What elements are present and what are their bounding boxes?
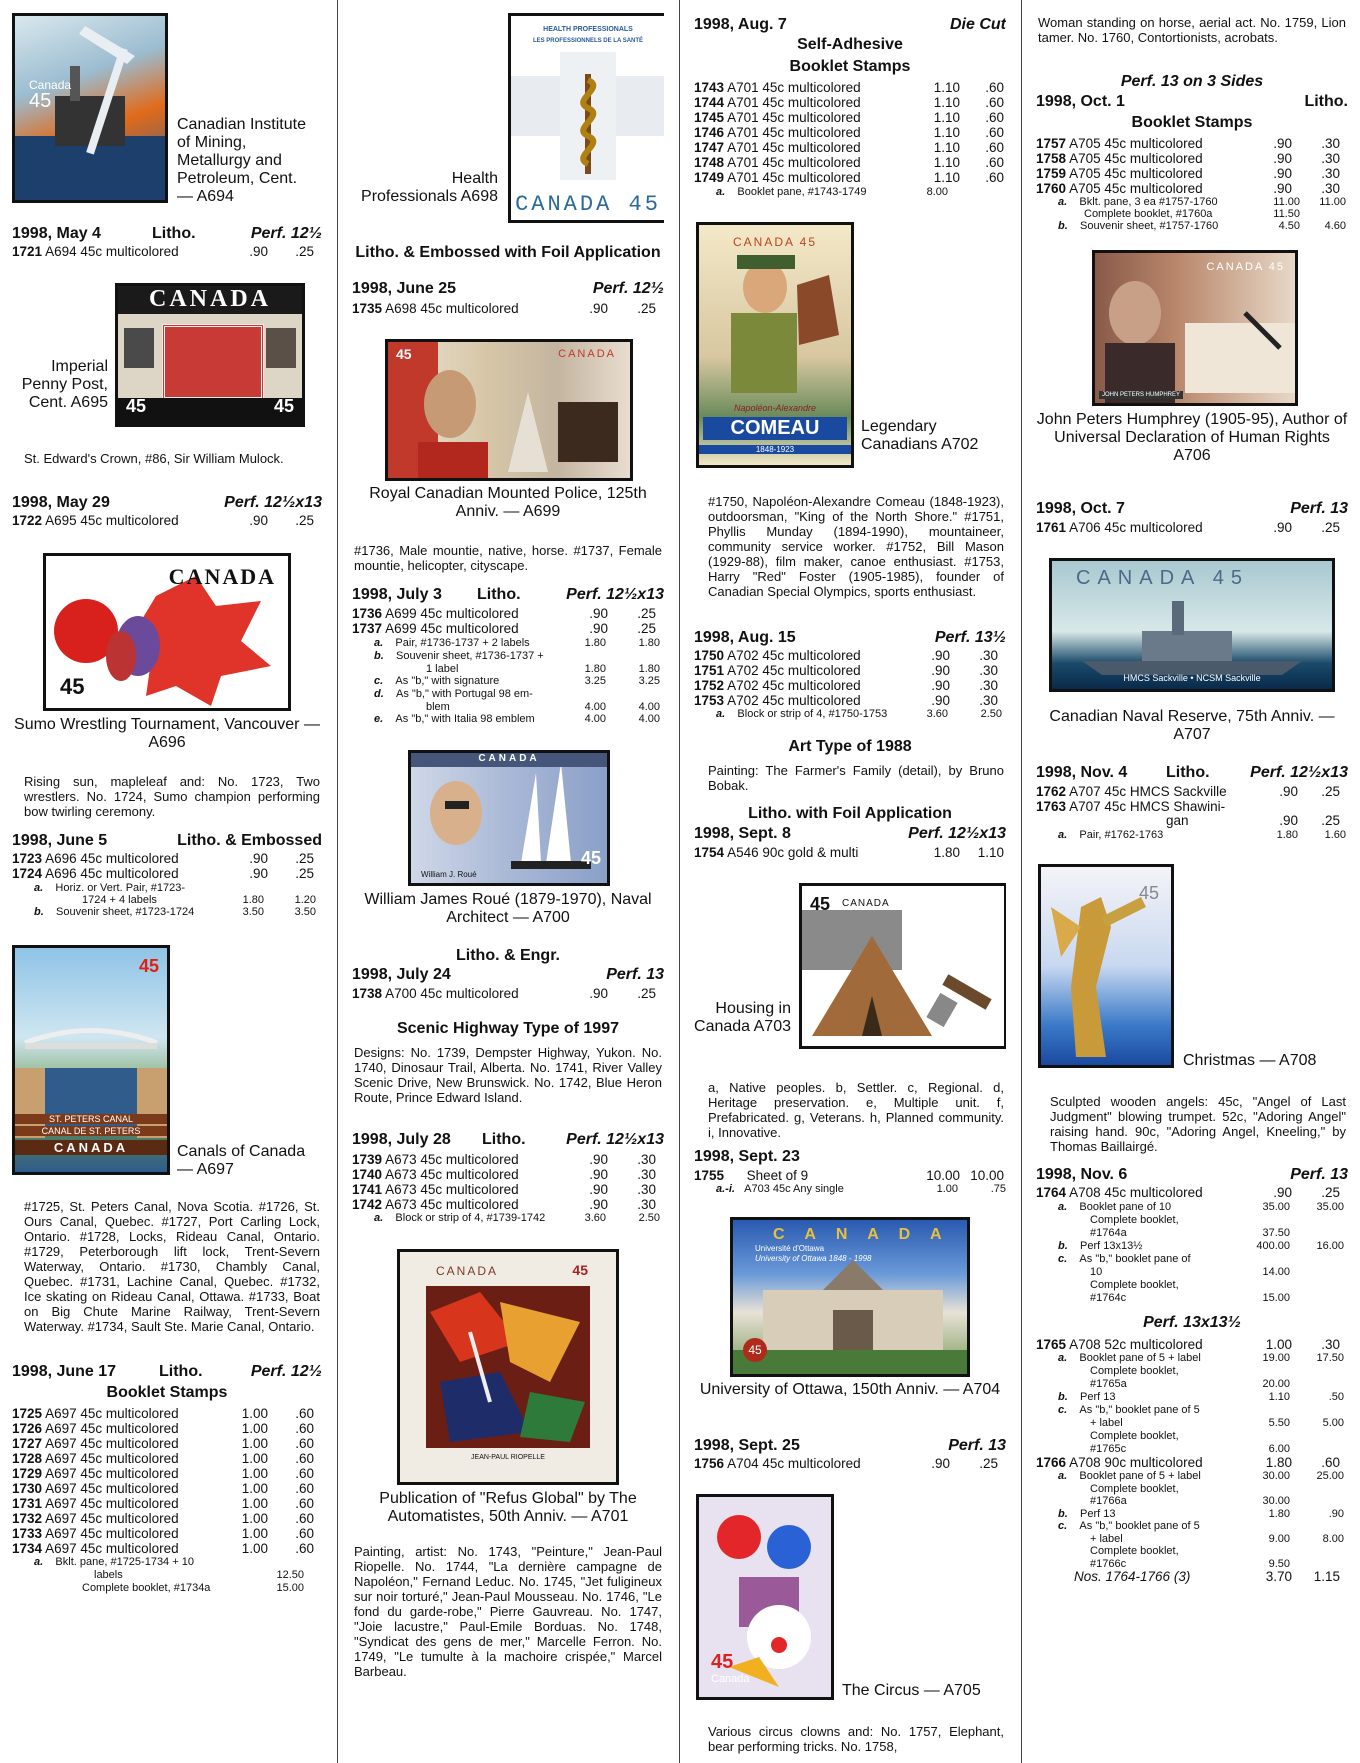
- stamp-image-a700: [408, 750, 610, 886]
- issue-header: [12, 1363, 322, 1381]
- stamp-image-a703: [799, 883, 1006, 1049]
- sub-row: b. Perf 13x13½ 400.00 16.00: [1058, 1240, 1344, 1252]
- issue-date: 1998, July 24: [352, 966, 451, 983]
- stamp-value: 45: [810, 894, 831, 914]
- issue-method: Litho. & Embossed: [177, 832, 322, 849]
- catalog-row: 1754 A546 90c gold & multi 1.80 1.10: [694, 845, 1004, 860]
- issue-perf: Perf. 12½x13: [908, 825, 1006, 842]
- issue-header: [12, 832, 322, 850]
- issue-method: Litho.: [1304, 93, 1348, 110]
- design-note: Woman standing on horse, aerial act. No. 1759, Lion tamer. No. 1760, Contortionists, acrobats.: [1038, 15, 1346, 45]
- caption-a698: Health Professionals A698: [361, 170, 498, 205]
- column-2: [352, 0, 664, 1763]
- issue-date: 1998, Sept. 23: [694, 1148, 800, 1165]
- catalog-row: 1748 A701 45c multicolored 1.10 .60: [694, 155, 1004, 170]
- issue-date: 1998, June 5: [12, 832, 108, 849]
- catalog-row: 1753 A702 45c multicolored .90 .30: [694, 693, 998, 708]
- sub-row: Complete booklet,: [1090, 1545, 1179, 1557]
- column-1: [12, 0, 322, 1763]
- issue-method: Litho.: [159, 1363, 203, 1380]
- sub-row: #1766c 9.50: [1090, 1557, 1290, 1570]
- sub-row: #1764a 37.50: [1090, 1227, 1290, 1239]
- caption-a702: Legendary Canadians A702: [861, 418, 979, 453]
- caption-a703: Housing in Canada A703: [694, 1000, 791, 1035]
- issue-perf: Perf. 12½: [250, 225, 322, 242]
- sub-row: a. Pair, #1736-1737 + 2 labels 1.80 1.80: [374, 637, 660, 649]
- issue-header: [1036, 93, 1348, 111]
- issue-date: 1998, June 17: [12, 1363, 117, 1380]
- issue-perf: Perf. 12½: [592, 280, 664, 297]
- canal-picture: [15, 948, 167, 1172]
- stamp-country: CANADA: [558, 348, 616, 360]
- catalog-row: 1755 Sheet of 9 10.00 10.00: [694, 1168, 1004, 1183]
- column-divider: [679, 0, 680, 1763]
- issue-header: [694, 1437, 1006, 1455]
- issue-perf: Perf. 12½x13: [566, 1131, 664, 1148]
- design-note: St. Edward's Crown, #86, Sir William Mulock.: [24, 451, 284, 466]
- design-note: #1736, Male mountie, native, horse. #1737, Female mountie, helicopter, cityscape.: [354, 543, 662, 573]
- design-note: Sculpted wooden angels: 45c, "Angel of Last Judgment" blowing trumpet. 52c, "Adoring Angel" raising hand. 90c, "Adoring Angel, Kneeling," by Thomas Baillairgé.: [1050, 1094, 1346, 1154]
- sub-row: b. Souvenir sheet, #1723-1724 3.50 3.50: [34, 906, 316, 918]
- design-note: Painting: The Farmer's Family (detail), by Bruno Bobak.: [708, 763, 1004, 793]
- caption-a705: The Circus — A705: [842, 1682, 981, 1699]
- issue-header: [352, 966, 664, 984]
- stamp-caption: University of Ottawa 1848 - 1998: [755, 1254, 872, 1263]
- sub-row: b. Perf 13 1.80 .90: [1058, 1507, 1344, 1520]
- sub-row: a. Booklet pane of 5 + label 19.00 17.50: [1058, 1352, 1344, 1364]
- section-title: Art Type of 1988: [788, 738, 912, 755]
- section-title: Booklet Stamps: [106, 1384, 228, 1401]
- catalog-row: 1744 A701 45c multicolored 1.10 .60: [694, 95, 1004, 110]
- catalog-row: 1739 A673 45c multicolored .90 .30: [352, 1152, 656, 1167]
- catalog-row: 1735 A698 45c multicolored .90 .25: [352, 301, 656, 316]
- catalog-row: 1756 A704 45c multicolored .90 .25: [694, 1456, 998, 1471]
- staff-of-asclepius-picture: [511, 16, 664, 220]
- stamp-country: CANADA 45: [732, 235, 818, 249]
- catalog-row: 1732 A697 45c multicolored 1.00 .60: [12, 1511, 314, 1526]
- design-note: Designs: No. 1739, Dempster Highway, Yukon. No. 1740, Dinosaur Trail, Alberta. No. 1741, River Valley Scenic Drive, New Brunswick. No. 1742, Blue Heron Route, Prince Edward Island.: [354, 1045, 662, 1105]
- issue-header: [352, 280, 664, 298]
- stamp-caption: JOHN PETERS HUMPHREY: [1099, 391, 1183, 399]
- catalog-row: 1742 A673 45c multicolored .90 .30: [352, 1197, 656, 1212]
- section-title: Perf. 13 on 3 Sides: [1120, 73, 1264, 90]
- catalog-row: 1725 A697 45c multicolored 1.00 .60: [12, 1406, 314, 1421]
- sub-row: c. As "b," with signature 3.25 3.25: [374, 675, 660, 687]
- mountie-picture: [388, 342, 630, 478]
- catalog-row: 1726 A697 45c multicolored 1.00 .60: [12, 1421, 314, 1436]
- sub-row: #1764c 15.00: [1090, 1292, 1290, 1304]
- section-title: Scenic Highway Type of 1997: [396, 1020, 619, 1037]
- sub-row: c. As "b," booklet pane of: [1058, 1253, 1191, 1265]
- caption-a699: Royal Canadian Mounted Police, 125th Anniv. — A699: [369, 485, 647, 520]
- catalog-row: 1734 A697 45c multicolored 1.00 .60: [12, 1541, 314, 1556]
- stamp-caption: HEALTH PROFESSIONALS: [543, 26, 633, 33]
- sub-row: Complete booklet, #1734a 15.00: [82, 1582, 304, 1594]
- caption-a704: University of Ottawa, 150th Anniv. — A704: [699, 1381, 1001, 1398]
- sub-row: b. Perf 13 1.10 .50: [1058, 1391, 1344, 1403]
- issue-date: 1998, July 28: [352, 1131, 451, 1148]
- catalog-row: 1758 A705 45c multicolored .90 .30: [1036, 151, 1340, 166]
- stamp-country: CANADA: [15, 1140, 167, 1155]
- design-note: #1750, Napoléon-Alexandre Comeau (1848-1923), outdoorsman, "King of the North Shore." #1751, Phyllis Munday (1894-1990), mountaineer, community service worker. #1752, Bill Mason (1929-88), film maker, canoe enthusiast. #1753, Harry "Red" Foster (1905-1985), founder of Canadian Special Olympics, sports enthusiast.: [708, 494, 1004, 599]
- issue-date: 1998, Sept. 25: [694, 1437, 800, 1454]
- stamp-image-a695: [115, 283, 305, 427]
- sub-row: 1 label 1.80 1.80: [426, 663, 660, 675]
- catalog-row: 1750 A702 45c multicolored .90 .30: [694, 648, 998, 663]
- issue-perf: Perf. 13½: [934, 629, 1006, 646]
- catalog-row: 1745 A701 45c multicolored 1.10 .60: [694, 110, 1004, 125]
- sub-row: #1765a 20.00: [1090, 1378, 1290, 1390]
- catalog-row: 1749 A701 45c multicolored 1.10 .60: [694, 170, 1004, 185]
- stamp-value: 45: [580, 848, 601, 868]
- issue-header: [12, 494, 322, 512]
- issue-date: 1998, Aug. 15: [694, 629, 796, 646]
- stamp-value: 45: [138, 956, 159, 976]
- stamp-country: CANADA: [436, 1264, 499, 1278]
- sub-row: 10 14.00: [1090, 1266, 1290, 1278]
- stamp-value: 45: [1138, 883, 1159, 903]
- caption-a695: Imperial Penny Post, Cent. A695: [21, 358, 108, 411]
- sub-row: a.-i. A703 45c Any single 1.00 .75: [716, 1183, 1006, 1195]
- caption-a700: William James Roué (1879-1970), Naval Architect — A700: [364, 891, 652, 926]
- stamp-country: CANADA: [118, 286, 302, 314]
- stamp-value: 45: [60, 674, 85, 699]
- sub-row: c. As "b," booklet pane of 5: [1058, 1404, 1200, 1416]
- design-note: Painting, artist: No. 1743, "Peinture," Jean-Paul Riopelle. No. 1744, "La dernière campagne de Napoléon," Fernand Leduc. No. 1745, "Jet fuligineux sur noir torturé," Jean-Paul Mousseau. No. 1746, "Le fond du garde-robe," Pierre Gauvreau. No. 1747, "Joie lacustre," Paul-Emile Borduas. No. 1748, "Syndicat des gens de mer," Marcelle Ferron. No. 1749, "Le tumulte à la machoire crispée," Marcel Barbeau.: [354, 1544, 662, 1679]
- stamp-country: Canada: [29, 78, 72, 92]
- issue-method: Litho.: [482, 1131, 526, 1148]
- stamp-caption: William J. Roué: [421, 870, 477, 879]
- issue-perf: Perf. 12½x13: [1250, 764, 1348, 781]
- issue-header: [694, 16, 1006, 34]
- issue-header: [694, 825, 1006, 843]
- sub-row: Complete booklet,: [1090, 1365, 1179, 1377]
- sub-row: Complete booklet,: [1090, 1430, 1179, 1442]
- stamp-caption: CANAL DE ST. PETERS: [15, 1126, 167, 1136]
- catalog-row: 1733 A697 45c multicolored 1.00 .60: [12, 1526, 314, 1541]
- stamp-image-a697: [12, 945, 170, 1175]
- issue-perf: Die Cut: [950, 16, 1006, 33]
- issue-header: [1036, 500, 1348, 518]
- issue-date: 1998, Nov. 6: [1036, 1166, 1128, 1183]
- catalog-row: 1761 A706 45c multicolored .90 .25: [1036, 520, 1340, 535]
- stamp-value: 45: [273, 396, 294, 416]
- design-note: a, Native peoples. b, Settler. c, Regional. d, Heritage preservation. e, Multiple unit. f, Prefabricated. g, Veterans. h, Planned community. i, Innovative.: [708, 1080, 1004, 1140]
- catalog-row: 1747 A701 45c multicolored 1.10 .60: [694, 140, 1004, 155]
- caption-a701: Publication of "Refus Global" by The Automatistes, 50th Anniv. — A701: [379, 1490, 637, 1525]
- catalog-row: 1722 A695 45c multicolored .90 .25: [12, 513, 314, 528]
- catalog-row: 1751 A702 45c multicolored .90 .30: [694, 663, 998, 678]
- issue-header: [1036, 1166, 1348, 1184]
- sub-row: #1766a 30.00: [1090, 1495, 1290, 1507]
- sub-row: c. As "b," booklet pane of 5: [1058, 1520, 1200, 1532]
- catalog-row: 1730 A697 45c multicolored 1.00 .60: [12, 1481, 314, 1496]
- catalog-row: 1757 A705 45c multicolored .90 .30: [1036, 136, 1340, 151]
- stamp-country: CANADA 45: [1076, 567, 1250, 589]
- section-title: Booklet Stamps: [1131, 114, 1253, 131]
- catalog-row: 1729 A697 45c multicolored 1.00 .60: [12, 1466, 314, 1481]
- stamp-value: 45: [711, 1651, 734, 1673]
- teepee-picture: [802, 886, 1004, 1046]
- issue-date: 1998, Aug. 7: [694, 16, 787, 33]
- issue-perf: Perf. 13: [1290, 500, 1348, 517]
- stamp-caption: JEAN-PAUL RIOPELLE: [471, 1454, 545, 1461]
- catalog-row: 1765 A708 52c multicolored 1.00 .30: [1036, 1337, 1340, 1352]
- stamp-country: CANADA: [411, 753, 607, 767]
- catalog-row: 1721 A694 45c multicolored .90 .25: [12, 244, 314, 259]
- stamp-image-a698: [508, 13, 664, 223]
- stamp-image-a707: [1049, 558, 1335, 692]
- issue-date: 1998, June 25: [352, 280, 457, 297]
- sub-row: a. Booklet pane of 10 35.00 35.00: [1058, 1201, 1344, 1213]
- column-divider: [337, 0, 338, 1763]
- stamp-image-a702: [696, 222, 854, 468]
- sub-row: a. Horiz. or Vert. Pair, #1723-: [34, 882, 186, 894]
- design-note: Various circus clowns and: No. 1757, Elephant, bear performing tricks. No. 1758,: [708, 1724, 1004, 1754]
- catalog-row: 1737 A699 45c multicolored .90 .25: [352, 621, 656, 636]
- catalog-total-row: Nos. 1764-1766 (3) 3.70 1.15: [1074, 1569, 1340, 1584]
- schooner-picture: [411, 753, 607, 883]
- issue-perf: Perf. 12½x13: [224, 494, 322, 511]
- caption-a694: Canadian Institute of Mining, Metallurgy and Petroleum, Cent. — A694: [177, 116, 306, 205]
- sub-row: a. Booklet pane, #1743-1749 8.00: [716, 186, 948, 198]
- column-3: [694, 0, 1006, 1763]
- stamp-value: 45: [126, 396, 147, 416]
- issue-method: Litho.: [477, 586, 521, 603]
- catalog-row: 1736 A699 45c multicolored .90 .25: [352, 606, 656, 621]
- stamp-value: 45: [743, 1338, 767, 1362]
- issue-method: Litho.: [152, 225, 196, 242]
- sub-row: a. Block or strip of 4, #1750-1753 3.60 2.50: [716, 708, 1002, 720]
- caption-a706: John Peters Humphrey (1905-95), Author of Universal Declaration of Human Rights A706: [1036, 411, 1348, 464]
- catalog-row: 1762 A707 45c HMCS Sackville .90 .25: [1036, 784, 1340, 799]
- issue-header: [694, 1148, 1006, 1166]
- section-title: Self-Adhesive: [797, 36, 903, 53]
- portrait-picture: [124, 328, 154, 368]
- sub-row: #1765c 6.00: [1090, 1443, 1290, 1455]
- stamp-image-a701: [397, 1249, 619, 1485]
- stamp-image-a699: [385, 339, 633, 481]
- issue-perf: Perf. 13: [606, 966, 664, 983]
- stamp-caption: COMEAU: [703, 417, 847, 440]
- sub-row: e. As "b," with Italia 98 emblem 4.00 4.00: [374, 713, 660, 725]
- stamp-country: Canada: [711, 1673, 750, 1685]
- stamp-country: C A N A D A: [773, 1226, 950, 1243]
- sub-row: b. Souvenir sheet, #1736-1737 +: [374, 650, 544, 662]
- issue-perf: Perf. 12½: [250, 1363, 322, 1380]
- catalog-row: 1724 A696 45c multicolored .90 .25: [12, 866, 314, 881]
- issue-date: 1998, Sept. 8: [694, 825, 791, 842]
- catalog-row: 1727 A697 45c multicolored 1.00 .60: [12, 1436, 314, 1451]
- sub-row: labels 12.50: [94, 1569, 304, 1581]
- sub-row: Complete booklet,: [1090, 1214, 1179, 1226]
- humphrey-picture: [1095, 253, 1295, 403]
- stamp-country: CANADA 45: [515, 192, 661, 217]
- stamp-image-a704: [730, 1217, 970, 1377]
- stamp-country: CANADA: [842, 898, 890, 909]
- issue-date: 1998, Oct. 1: [1036, 93, 1125, 110]
- issue-date: 1998, May 29: [12, 494, 110, 511]
- section-title: Perf. 13x13½: [1143, 1314, 1241, 1331]
- issue-header: [1036, 764, 1348, 782]
- issue-date: 1998, July 3: [352, 586, 442, 603]
- section-title: Litho. & Engr.: [456, 947, 560, 964]
- catalog-row: 1743 A701 45c multicolored 1.10 .60: [694, 80, 1004, 95]
- issue-date: 1998, Oct. 7: [1036, 500, 1125, 517]
- issue-perf: Perf. 13: [1290, 1166, 1348, 1183]
- stamp-caption: Napoléon-Alexandre: [733, 403, 817, 413]
- issue-header: [352, 586, 664, 604]
- stamp-caption: ST. PETERS CANAL: [15, 1114, 167, 1124]
- sub-row: a. Bklt. pane, #1725-1734 + 10: [34, 1556, 194, 1568]
- issue-method: Litho.: [1166, 764, 1210, 781]
- stamp-value: 45: [396, 346, 412, 362]
- caption-a696: Sumo Wrestling Tournament, Vancouver — A696: [14, 716, 320, 751]
- catalog-row: 1759 A705 45c multicolored .90 .30: [1036, 166, 1340, 181]
- catalog-row: 1766 A708 90c multicolored 1.80 .60: [1036, 1455, 1340, 1470]
- issue-date: 1998, May 4: [12, 225, 101, 242]
- sub-row: a. Booklet pane of 5 + label 30.00 25.00: [1058, 1470, 1344, 1482]
- sub-row: a. Bklt. pane, 3 ea #1757-1760 11.00 11.00: [1058, 196, 1346, 208]
- catalog-row: 1740 A673 45c multicolored .90 .30: [352, 1167, 656, 1182]
- stamp-caption: 1848-1923: [699, 445, 851, 454]
- stamp-image-a705: [696, 1494, 834, 1700]
- stamp-image-a694: [12, 13, 168, 203]
- painting-picture: [400, 1252, 616, 1482]
- portrait-picture: [266, 328, 296, 368]
- section-title: Litho. with Foil Application: [748, 805, 952, 822]
- column-divider: [1021, 0, 1022, 1763]
- section-title: Booklet Stamps: [789, 58, 911, 75]
- stamp-country: CANADA 45: [1206, 261, 1285, 273]
- issue-date: 1998, Nov. 4: [1036, 764, 1128, 781]
- stamp-value: 45: [29, 90, 52, 112]
- sub-row: blem 4.00 4.00: [426, 701, 660, 713]
- stamp-country: CANADA: [168, 564, 276, 589]
- stamp-caption: HMCS Sackville • NCSM Sackville: [1123, 673, 1261, 683]
- sub-row: Complete booklet,: [1090, 1482, 1179, 1495]
- sub-row: a. Block or strip of 4, #1739-1742 3.60 2.50: [374, 1212, 660, 1224]
- stamp-caption: LES PROFESSIONNELS DE LA SANTÉ: [532, 38, 644, 44]
- design-note: #1725, St. Peters Canal, Nova Scotia. #1726, St. Ours Canal, Quebec. #1727, Port Carling Lock, Ontario. #1728, Locks, Rideau Canal, Ontario. #1729, Peterborough lift lock, Trent-Severn Waterway, Ontario. #1730, Chambly Canal, Quebec. #1731, Lachine Canal, Quebec. #1732, Ice skating on Rideau Canal, Ottawa. #1733, Boat on Big Chute Marine Railway, Trent-Severn Waterway. #1734, Sault Ste. Marie Canal, Ontario.: [24, 1199, 320, 1334]
- stamp-caption: Université d'Ottawa: [755, 1244, 825, 1253]
- issue-perf: Perf. 12½x13: [566, 586, 664, 603]
- sub-row: Complete booklet, #1760a 11.50: [1084, 208, 1300, 220]
- catalog-row: 1723 A696 45c multicolored .90 .25: [12, 851, 314, 866]
- catalog-row: 1764 A708 45c multicolored .90 .25: [1036, 1185, 1340, 1200]
- column-4: [1036, 0, 1348, 1763]
- issue-header: [694, 629, 1006, 647]
- catalog-row: 1763 A707 45c HMCS Shawini-: [1036, 799, 1226, 814]
- sub-row: + label 9.00 8.00: [1090, 1532, 1344, 1545]
- stamp-image-a708: [1038, 864, 1174, 1068]
- catalog-row: 1728 A697 45c multicolored 1.00 .60: [12, 1451, 314, 1466]
- map-picture: [162, 324, 264, 400]
- sub-row: Complete booklet,: [1090, 1279, 1179, 1291]
- issue-header: [12, 225, 322, 243]
- caption-a708: Christmas — A708: [1183, 1052, 1317, 1069]
- section-title: Litho. & Embossed with Foil Application: [355, 244, 661, 261]
- stamp-value: 45: [572, 1262, 588, 1278]
- stamp-image-a706: [1092, 250, 1298, 406]
- catalog-row: 1741 A673 45c multicolored .90 .30: [352, 1182, 656, 1197]
- design-note: Rising sun, mapleleaf and: No. 1723, Two wrestlers. No. 1724, Sumo champion performing bow twirling ceremony.: [24, 774, 320, 819]
- catalog-row: gan .90 .25: [1166, 813, 1340, 828]
- issue-header: [352, 1131, 664, 1149]
- sub-row: + label 5.50 5.00: [1090, 1417, 1344, 1429]
- caption-a707: Canadian Naval Reserve, 75th Anniv. — A707: [1049, 708, 1335, 743]
- catalog-row: 1752 A702 45c multicolored .90 .30: [694, 678, 998, 693]
- catalog-row: 1731 A697 45c multicolored 1.00 .60: [12, 1496, 314, 1511]
- caption-a697: Canals of Canada — A697: [177, 1143, 306, 1178]
- catalog-row: 1738 A700 45c multicolored .90 .25: [352, 986, 656, 1001]
- sub-row: a. Pair, #1762-1763 1.80 1.60: [1058, 829, 1346, 841]
- sub-row: d. As "b," with Portugal 98 em-: [374, 688, 533, 700]
- issue-perf: Perf. 13: [948, 1437, 1006, 1454]
- stamp-image-a696: [43, 553, 291, 711]
- catalog-row: 1746 A701 45c multicolored 1.10 .60: [694, 125, 1004, 140]
- sub-row: 1724 + 4 labels 1.80 1.20: [82, 894, 316, 906]
- catalog-row: 1760 A705 45c multicolored .90 .30: [1036, 181, 1340, 196]
- sub-row: b. Souvenir sheet, #1757-1760 4.50 4.60: [1058, 220, 1346, 232]
